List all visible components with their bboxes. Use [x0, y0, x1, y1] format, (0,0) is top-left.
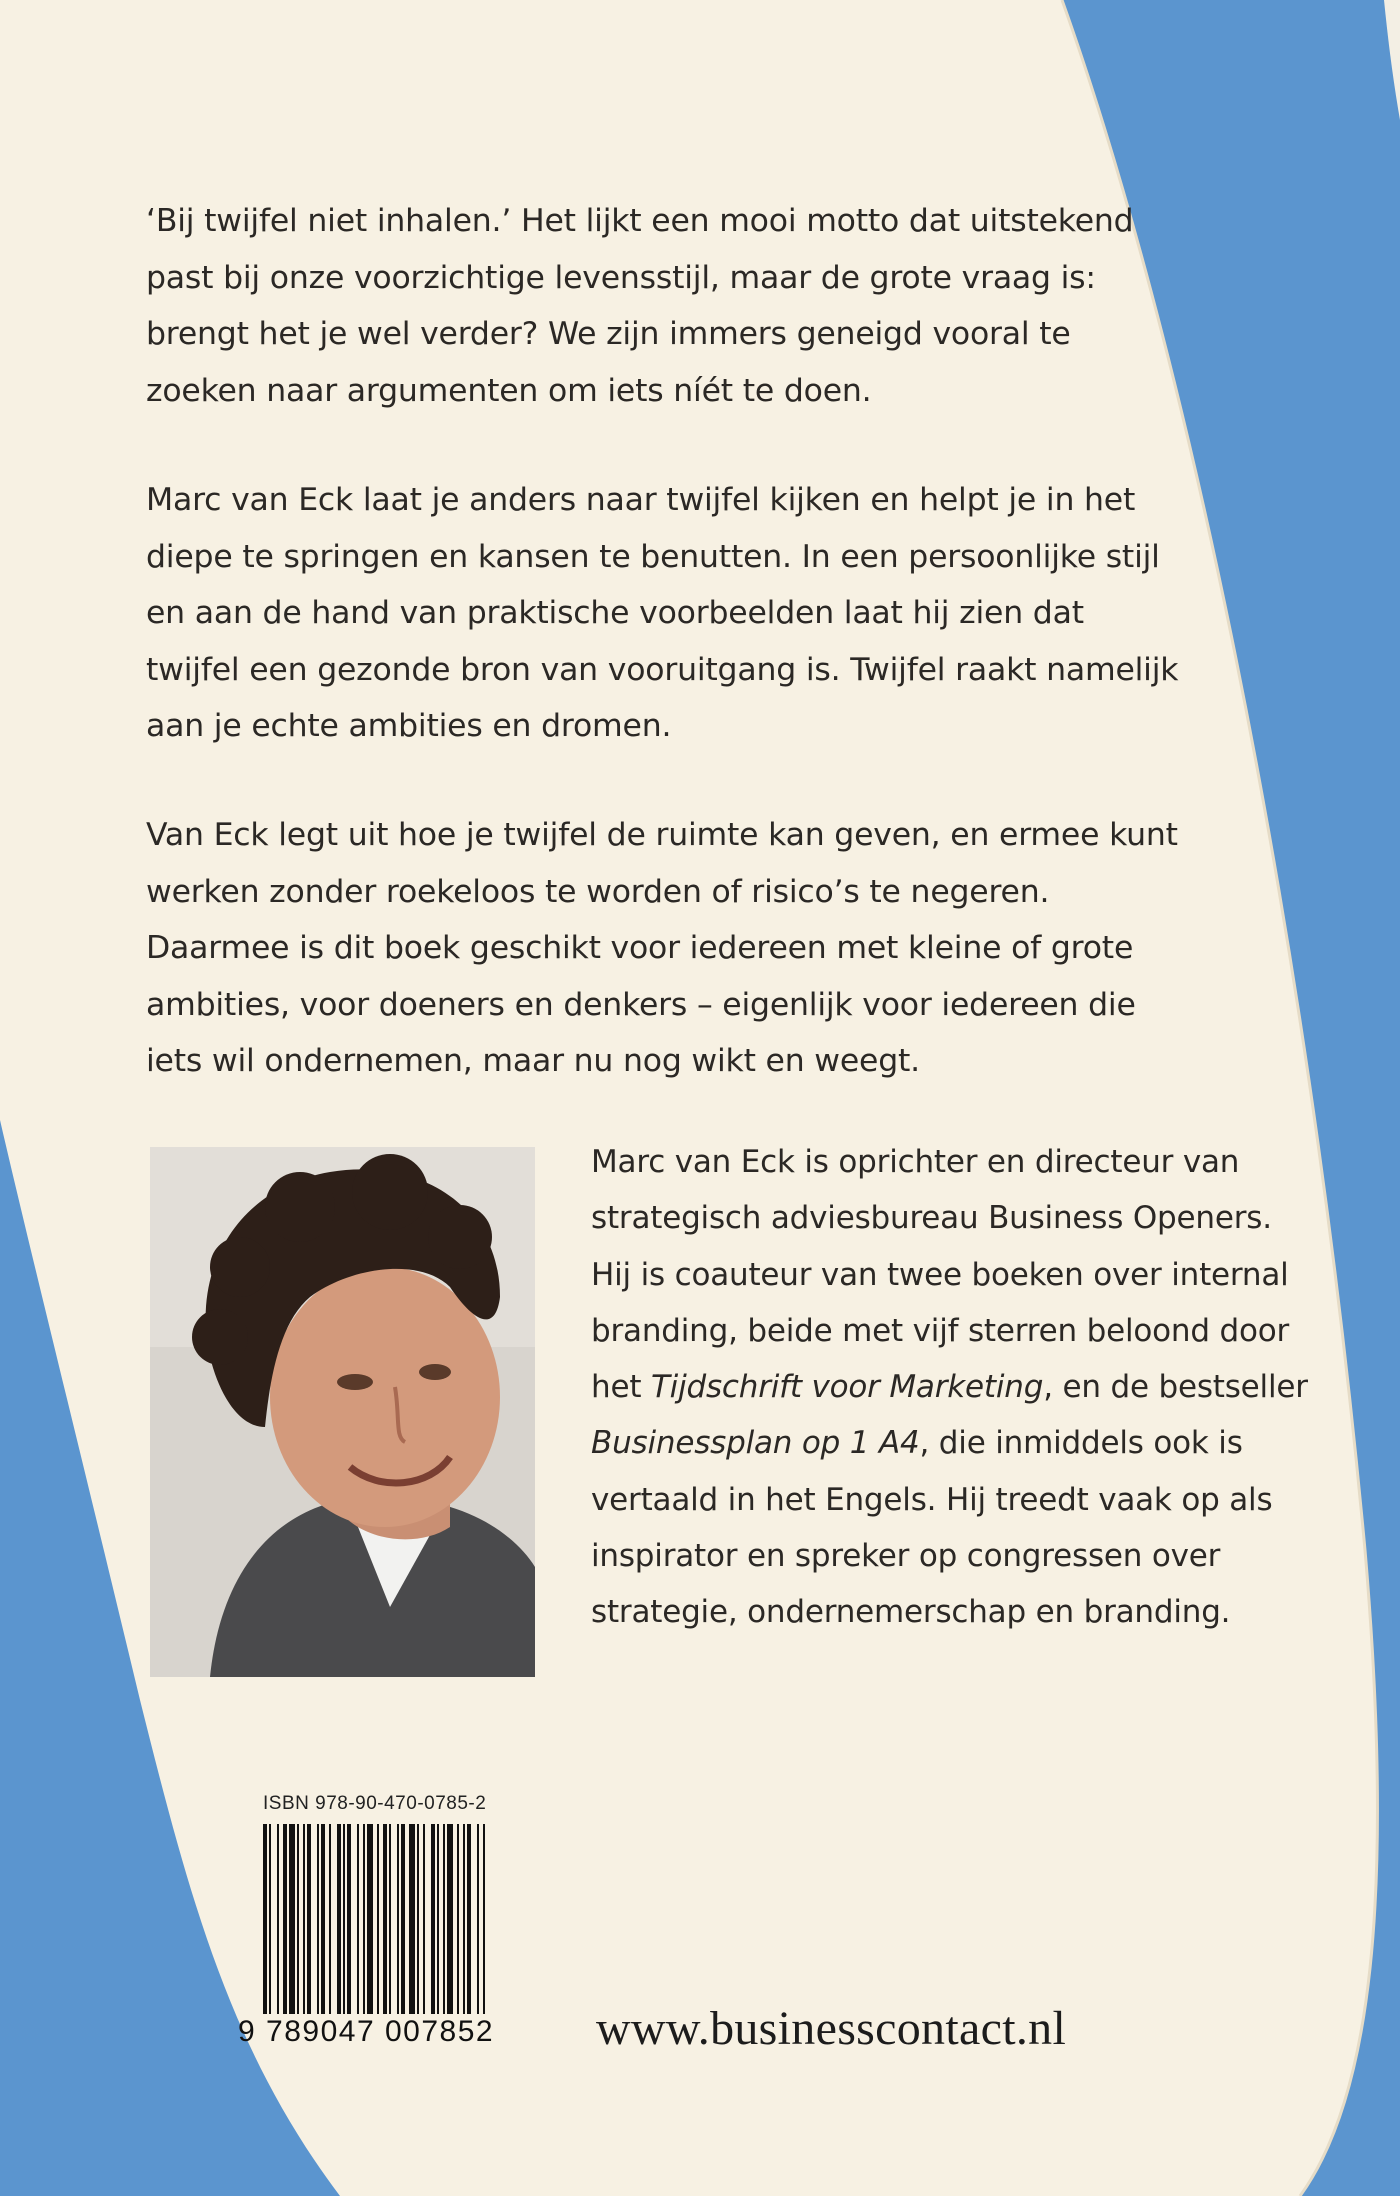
barcode-bar: [437, 1824, 439, 2014]
bio-part-1: Marc van Eck is oprichter en directeur van strategisch adviesbureau Business Openers. Hij is coauteur van twee boeken over internal branding, beide met vijf sterren beloond door het: [591, 1144, 1290, 1406]
barcode-bar: [401, 1824, 405, 2014]
barcode-bar: [303, 1824, 305, 2014]
barcode-bar: [343, 1824, 345, 2014]
barcode-bar: [467, 1824, 471, 2014]
blurb-text-1: ‘Bij twijfel niet inhalen.’ Het lijkt een mooi motto dat uitstekend past bij onze voorzichtige levensstijl, maar de grote vraag is: brengt het je wel verder? We zijn immers geneigd vooral te zoeken naar argumenten om iets níét te doen.: [146, 203, 1134, 409]
author-bio-text: [591, 1134, 1311, 1641]
author-photo: [150, 1147, 535, 1677]
barcode-bar: [383, 1824, 387, 2014]
barcode-bar: [277, 1824, 279, 2014]
publisher-url[interactable]: www.businesscontact.nl: [596, 2002, 1067, 2055]
bio-book-title: Businessplan op 1 A4: [591, 1425, 920, 1462]
author-bio: [591, 1134, 1311, 1641]
barcode-bar: [447, 1824, 453, 2014]
barcode-bar: [307, 1824, 311, 2014]
barcode-bar: [423, 1824, 425, 2014]
blurb-paragraph-1: [146, 193, 1186, 419]
blurb-text-3: Van Eck legt uit hoe je twijfel de ruimte kan geven, en ermee kunt werken zonder roekeloos te worden of risico’s te negeren. Daarmee is dit boek geschikt voor iedereen met kleine of grote ambities, voor doeners en denkers – eigenlijk voor iedereen die iets wil ondernemen, maar nu nog wikt en weegt.: [146, 817, 1178, 1079]
barcode-bar: [389, 1824, 391, 2014]
barcode-bar: [377, 1824, 379, 2014]
barcode-bar: [477, 1824, 479, 2014]
barcode-bar: [289, 1824, 295, 2014]
barcode-bar: [397, 1824, 399, 2014]
barcode-bar: [463, 1824, 465, 2014]
barcode-bar: [483, 1824, 485, 2014]
barcode-bar: [417, 1824, 419, 2014]
barcode-bar: [363, 1824, 365, 2014]
barcode-bar: [431, 1824, 435, 2014]
barcode-bar: [321, 1824, 325, 2014]
barcode-bar: [317, 1824, 319, 2014]
barcode-bar: [329, 1824, 331, 2014]
barcode-bar: [263, 1824, 267, 2014]
barcode-digits: 9 789047 007852: [238, 2015, 495, 2048]
bio-magazine-title: Tijdschrift voor Marketing: [650, 1369, 1044, 1406]
barcode-bar: [347, 1824, 351, 2014]
barcode: [263, 1824, 543, 2014]
barcode-bar: [367, 1824, 373, 2014]
bio-part-2: , en de bestseller: [1043, 1369, 1308, 1406]
bio-part-3: , die inmiddels ook is vertaald in het Engels. Hij treedt vaak op als inspirator en spreker op congressen over strategie, ondernemerschap en branding.: [591, 1425, 1273, 1631]
blurb-paragraph-2: [146, 472, 1186, 755]
barcode-bar: [283, 1824, 287, 2014]
isbn-label: ISBN 978-90-470-0785-2: [263, 1793, 487, 1814]
barcode-bar: [409, 1824, 415, 2014]
barcode-bar: [297, 1824, 299, 2014]
blurb-paragraph-3: [146, 807, 1186, 1090]
barcode-bar: [337, 1824, 341, 2014]
barcode-bar: [269, 1824, 271, 2014]
barcode-bar: [457, 1824, 459, 2014]
blurb-text-2: Marc van Eck laat je anders naar twijfel kijken en helpt je in het diepe te springen en kansen te benutten. In een persoonlijke stijl en aan de hand van praktische voorbeelden laat hij zien dat twijfel een gezonde bron van vooruitgang is. Twijfel raakt namelijk aan je echte ambities en dromen.: [146, 482, 1179, 744]
barcode-bar: [357, 1824, 359, 2014]
barcode-bar: [443, 1824, 445, 2014]
